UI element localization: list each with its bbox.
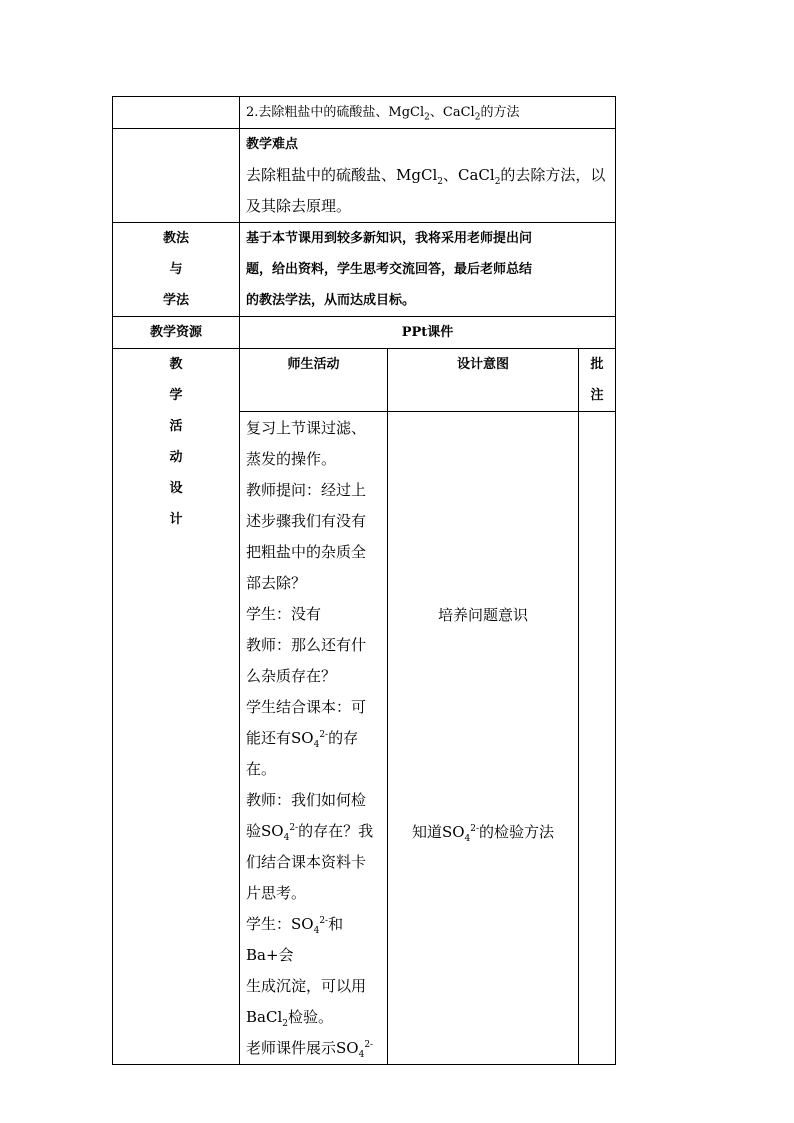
difficulty-cell [240,129,616,223]
activity-line: BaCl$_2$检验。 [246,1008,333,1029]
methods-label-line: 学法 [162,293,189,308]
difficulty-row [113,129,616,223]
difficulty-left-cell [113,129,240,223]
activity-col-header: 师生活动 [240,349,388,412]
objective-left-cell [113,97,240,129]
activity-line: 蒸发的操作。 [246,450,337,468]
difficulty-line-1: 去除粗盐中的硫酸盐、MgCl$_2$、CaCl$_2$的去除方法，以 [246,166,606,187]
activity-line: 把粗盐中的杂质全 [246,543,367,561]
difficulty-line-2: 及其除去原理。 [246,197,352,215]
methods-row [113,223,616,317]
activity-label-cell [113,349,240,1065]
resources-value: PPt课件 [240,317,616,349]
lesson-plan-table [112,96,616,1065]
methods-cell [240,223,616,317]
methods-line: 的教法学法，从而达成目标。 [246,293,416,308]
methods-line: 题，给出资料，学生思考交流回答，最后老师总结 [246,262,533,277]
intent-text-2: 知道$SO_4^{2-}$的检验方法 [411,823,555,844]
activity-line: 们结合课本资料卡 [246,853,367,871]
difficulty-heading: 教学难点 [246,137,299,152]
resources-row [113,317,616,349]
note-header-char: 注 [590,388,604,403]
activity-line: 教师：我们如何检 [246,791,367,809]
activity-line: 教师：那么还有什 [246,636,367,654]
activity-header-row [113,349,616,412]
intent-col-header: 设计意图 [388,349,579,412]
activity-line: 能还有$SO_4^{2-}$的存在。 [246,729,359,778]
activity-cell [240,412,388,1065]
activity-line: 述步骤我们有没有 [246,512,367,530]
activity-line: 老师课件展示$SO_4^{2-}$ [246,1039,374,1060]
activity-label-char: 设 [169,481,183,496]
activity-label-char: 学 [169,388,183,403]
activity-line: 复习上节课过滤、 [246,419,367,437]
intent-text-1: 培养问题意识 [437,606,528,624]
intent-cell [388,412,579,1065]
methods-line: 基于本节课用到较多新知识，我将采用老师提出问 [246,231,533,246]
activity-line: 片思考。 [246,884,307,902]
activity-label-char: 活 [169,419,183,434]
activity-line: 教师提问：经过上 [246,481,367,499]
methods-label-line: 教法 [162,231,189,246]
activity-line: 学生：$SO_4^{2-}$和Ba+会 [246,915,344,964]
activity-line: 部去除？ [246,574,307,592]
activity-line: 生成沉淀，可以用 [246,977,367,995]
objective-cell [240,97,616,129]
activity-label-char: 计 [169,512,183,527]
activity-label-char: 教 [169,357,183,372]
note-col-header [579,349,616,412]
activity-line: 验$SO_4^{2-}$的存在？我 [246,822,374,843]
note-header-char: 批 [590,357,604,372]
objective-text: 2.去除粗盐中的硫酸盐、MgCl$_2$、CaCl$_2$的方法 [246,105,520,123]
activity-line: 学生：没有 [246,605,322,623]
note-cell [579,412,616,1065]
objective-row [113,97,616,129]
activity-line: 么杂质存在？ [246,667,337,685]
activity-label-char: 动 [169,450,183,465]
methods-label-cell [113,223,240,317]
methods-label-line: 与 [169,262,183,277]
resources-label: 教学资源 [113,317,240,349]
activity-line: 学生结合课本：可 [246,698,367,716]
